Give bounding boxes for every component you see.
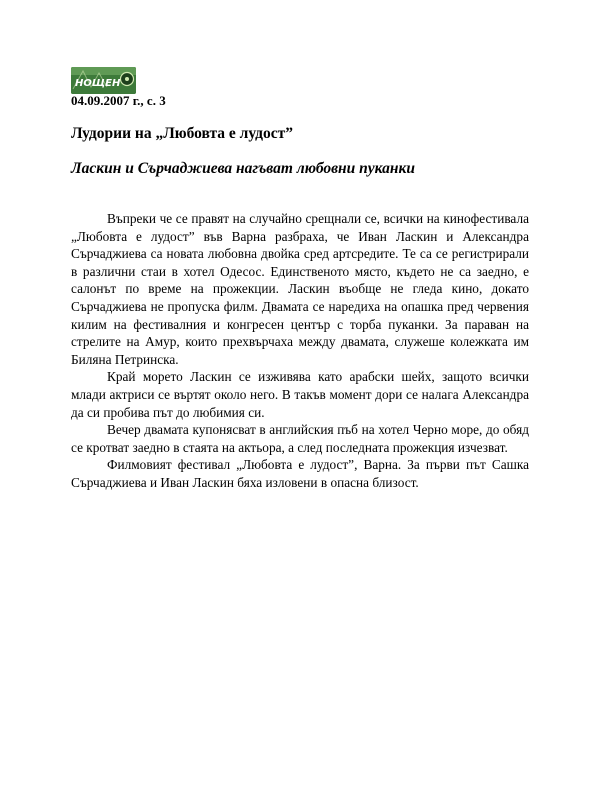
article-headline: Лудории на „Любовта е лудост” xyxy=(71,125,293,142)
newspaper-logo xyxy=(71,67,136,94)
logo-text: НОЩЕН xyxy=(75,78,121,89)
article-paragraph: Край морето Ласкин се изживява като арабски шейх, защото всички млади актриси се въртят около него. В такъв момент дори се налага Александра да си пробива път до любимия си. xyxy=(71,369,529,420)
article-body xyxy=(71,210,529,492)
article-paragraph: Въпреки че се правят на случайно срещнали се, всички на кинофестивала „Любовта е лудост” във Варна разбраха, че Иван Ласкин и Александра Сърчаджиева са новата любовна двойка сред артсредите. Те са се регистрирали в различни стаи в хотел Одесос. Единственото място, където не са заедно, е салонът по време на прожекции. Ласкин въобще не гледа кино, докато Сърчаджиева не пропуска филм. Двамата се наредиха на опашка пред червения килим на фестивалния и конгресен център с торба пуканки. За параван на стрелите на Амур, които прехвърчаха между двамата, служеше колежката им Биляна Петринска. xyxy=(71,211,529,367)
article-paragraph: Филмовият фестивал „Любовта е лудост”, Варна. За първи път Сашка Сърчаджиева и Иван Ласкин бяха изловени в опасна близост. xyxy=(71,457,529,490)
article-subheadline: Ласкин и Сърчаджиева нагъват любовни пуканки xyxy=(71,160,415,177)
logo-graphic xyxy=(71,67,136,94)
dateline: 04.09.2007 г., с. 3 xyxy=(71,93,166,108)
article-paragraph: Вечер двамата купонясват в английския пъб на хотел Черно море, до обяд се кротват заедно в стаята на актьора, а след последната прожекция изчезват. xyxy=(71,422,529,455)
